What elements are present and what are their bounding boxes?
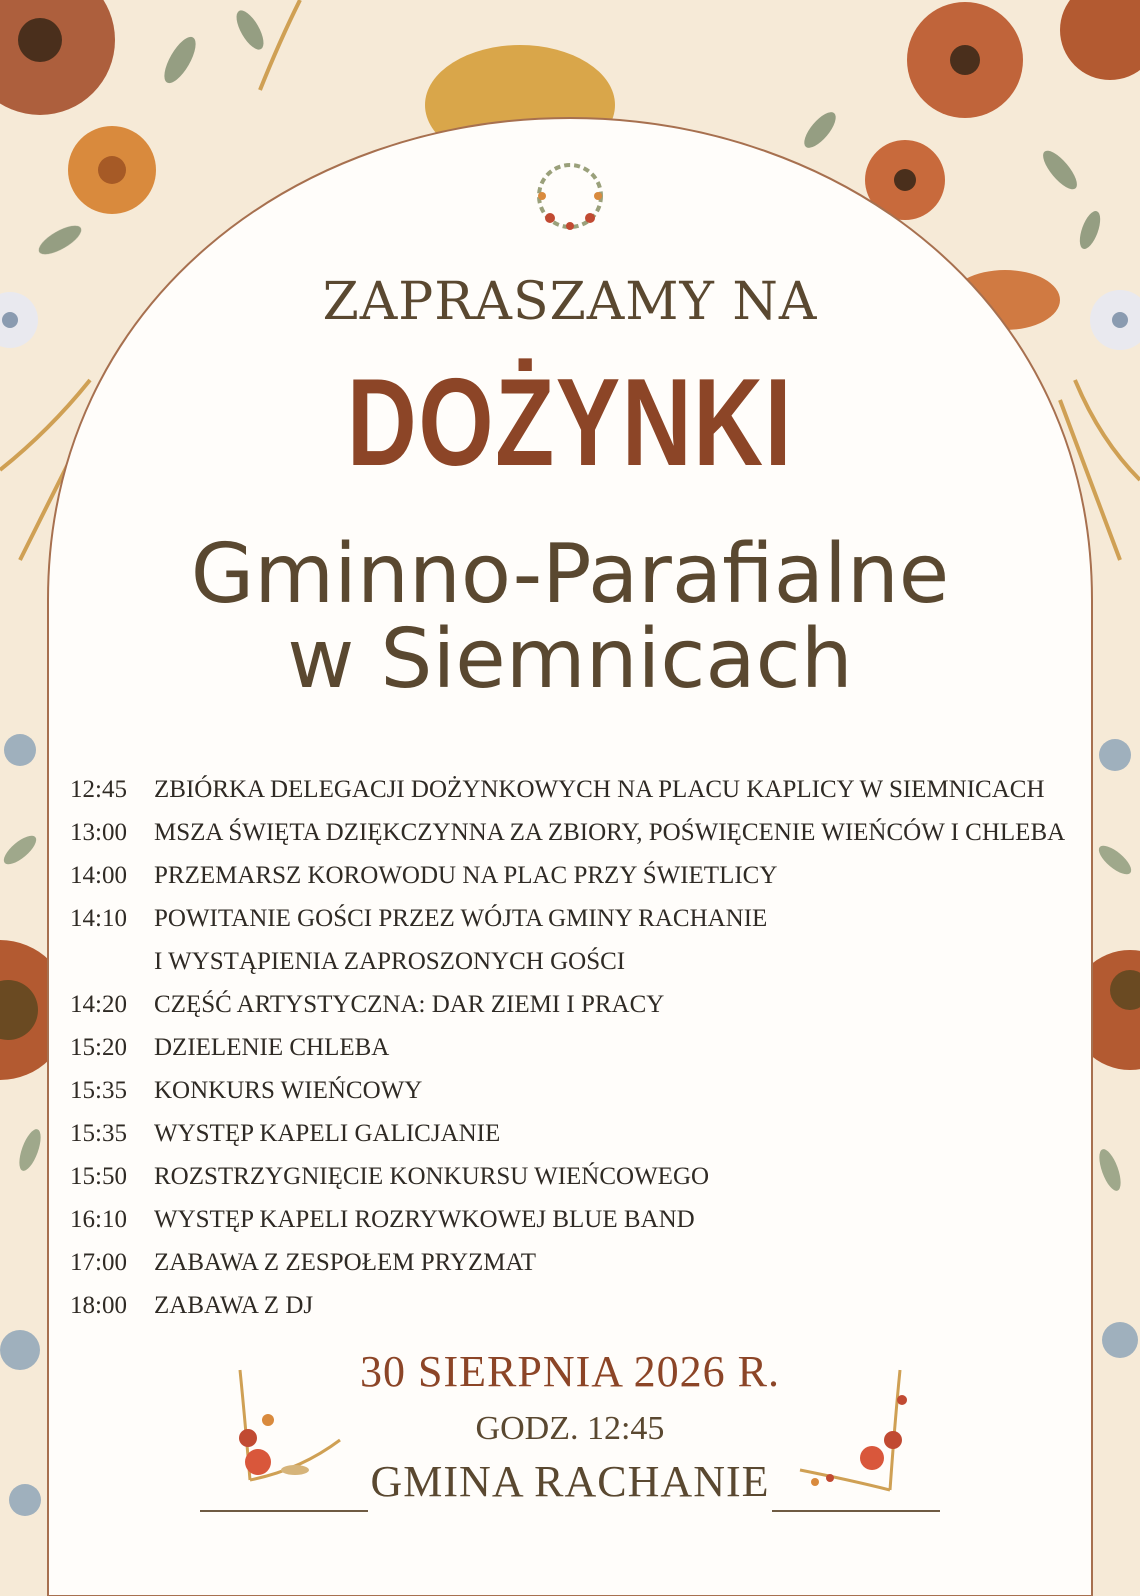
schedule-description: POWITANIE GOŚCI PRZEZ WÓJTA GMINY RACHANIE <box>154 904 768 932</box>
schedule-list <box>70 768 1100 1327</box>
schedule-time: 15:50 <box>70 1162 127 1190</box>
schedule-time: 15:20 <box>70 1033 127 1061</box>
schedule-description: KONKURS WIEŃCOWY <box>154 1076 423 1104</box>
schedule-row <box>70 1284 1100 1327</box>
schedule-row <box>70 1069 1100 1112</box>
schedule-description: PRZEMARSZ KOROWODU NA PLAC PRZY ŚWIETLICY <box>154 861 778 889</box>
schedule-description: ROZSTRZYGNIĘCIE KONKURSU WIEŃCOWEGO <box>154 1162 710 1190</box>
schedule-description: CZĘŚĆ ARTYSTYCZNA: DAR ZIEMI I PRACY <box>154 990 665 1018</box>
schedule-row <box>70 1198 1100 1241</box>
schedule-time: 14:10 <box>70 904 127 932</box>
schedule-description: MSZA ŚWIĘTA DZIĘKCZYNNA ZA ZBIORY, POŚWIĘCENIE WIEŃCÓW I CHLEBA <box>154 818 1066 846</box>
schedule-row <box>70 1241 1100 1284</box>
schedule-description: ZABAWA Z ZESPOŁEM PRYZMAT <box>154 1248 537 1276</box>
schedule-row <box>70 940 1100 983</box>
invite-heading: ZAPRASZAMY NA <box>322 272 818 332</box>
schedule-description: I WYSTĄPIENIA ZAPROSZONYCH GOŚCI <box>154 947 626 975</box>
divider-right <box>772 1510 940 1512</box>
event-date: 30 SIERPNIA 2026 R. <box>360 1347 780 1396</box>
schedule-row <box>70 854 1100 897</box>
event-place: GMINA RACHANIE <box>370 1457 770 1506</box>
schedule-row <box>70 768 1100 811</box>
schedule-time: 18:00 <box>70 1291 127 1319</box>
schedule-description: ZABAWA Z DJ <box>154 1291 314 1319</box>
schedule-description: DZIELENIE CHLEBA <box>154 1033 390 1061</box>
schedule-description: WYSTĘP KAPELI ROZRYWKOWEJ BLUE BAND <box>154 1205 695 1233</box>
event-subtitle-line1: Gminno-Parafialne <box>190 527 950 622</box>
schedule-row <box>70 897 1100 940</box>
schedule-time: 14:00 <box>70 861 127 889</box>
schedule-time: 12:45 <box>70 775 127 803</box>
schedule-row <box>70 811 1100 854</box>
schedule-time: 17:00 <box>70 1248 127 1276</box>
event-title: DOŻYNKI <box>346 354 794 492</box>
schedule-time: 13:00 <box>70 818 127 846</box>
schedule-time: 16:10 <box>70 1205 127 1233</box>
schedule-description: ZBIÓRKA DELEGACJI DOŻYNKOWYCH NA PLACU KAPLICY W SIEMNICACH <box>154 775 1045 803</box>
schedule-row <box>70 983 1100 1026</box>
schedule-description: WYSTĘP KAPELI GALICJANIE <box>154 1119 501 1147</box>
schedule-time: 15:35 <box>70 1119 127 1147</box>
schedule-row <box>70 1155 1100 1198</box>
event-time: GODZ. 12:45 <box>475 1410 665 1447</box>
divider-left <box>200 1510 368 1512</box>
schedule-row <box>70 1026 1100 1069</box>
event-subtitle-line2: w Siemnicach <box>287 612 853 707</box>
schedule-time: 14:20 <box>70 990 127 1018</box>
schedule-time: 15:35 <box>70 1076 127 1104</box>
schedule-row <box>70 1112 1100 1155</box>
